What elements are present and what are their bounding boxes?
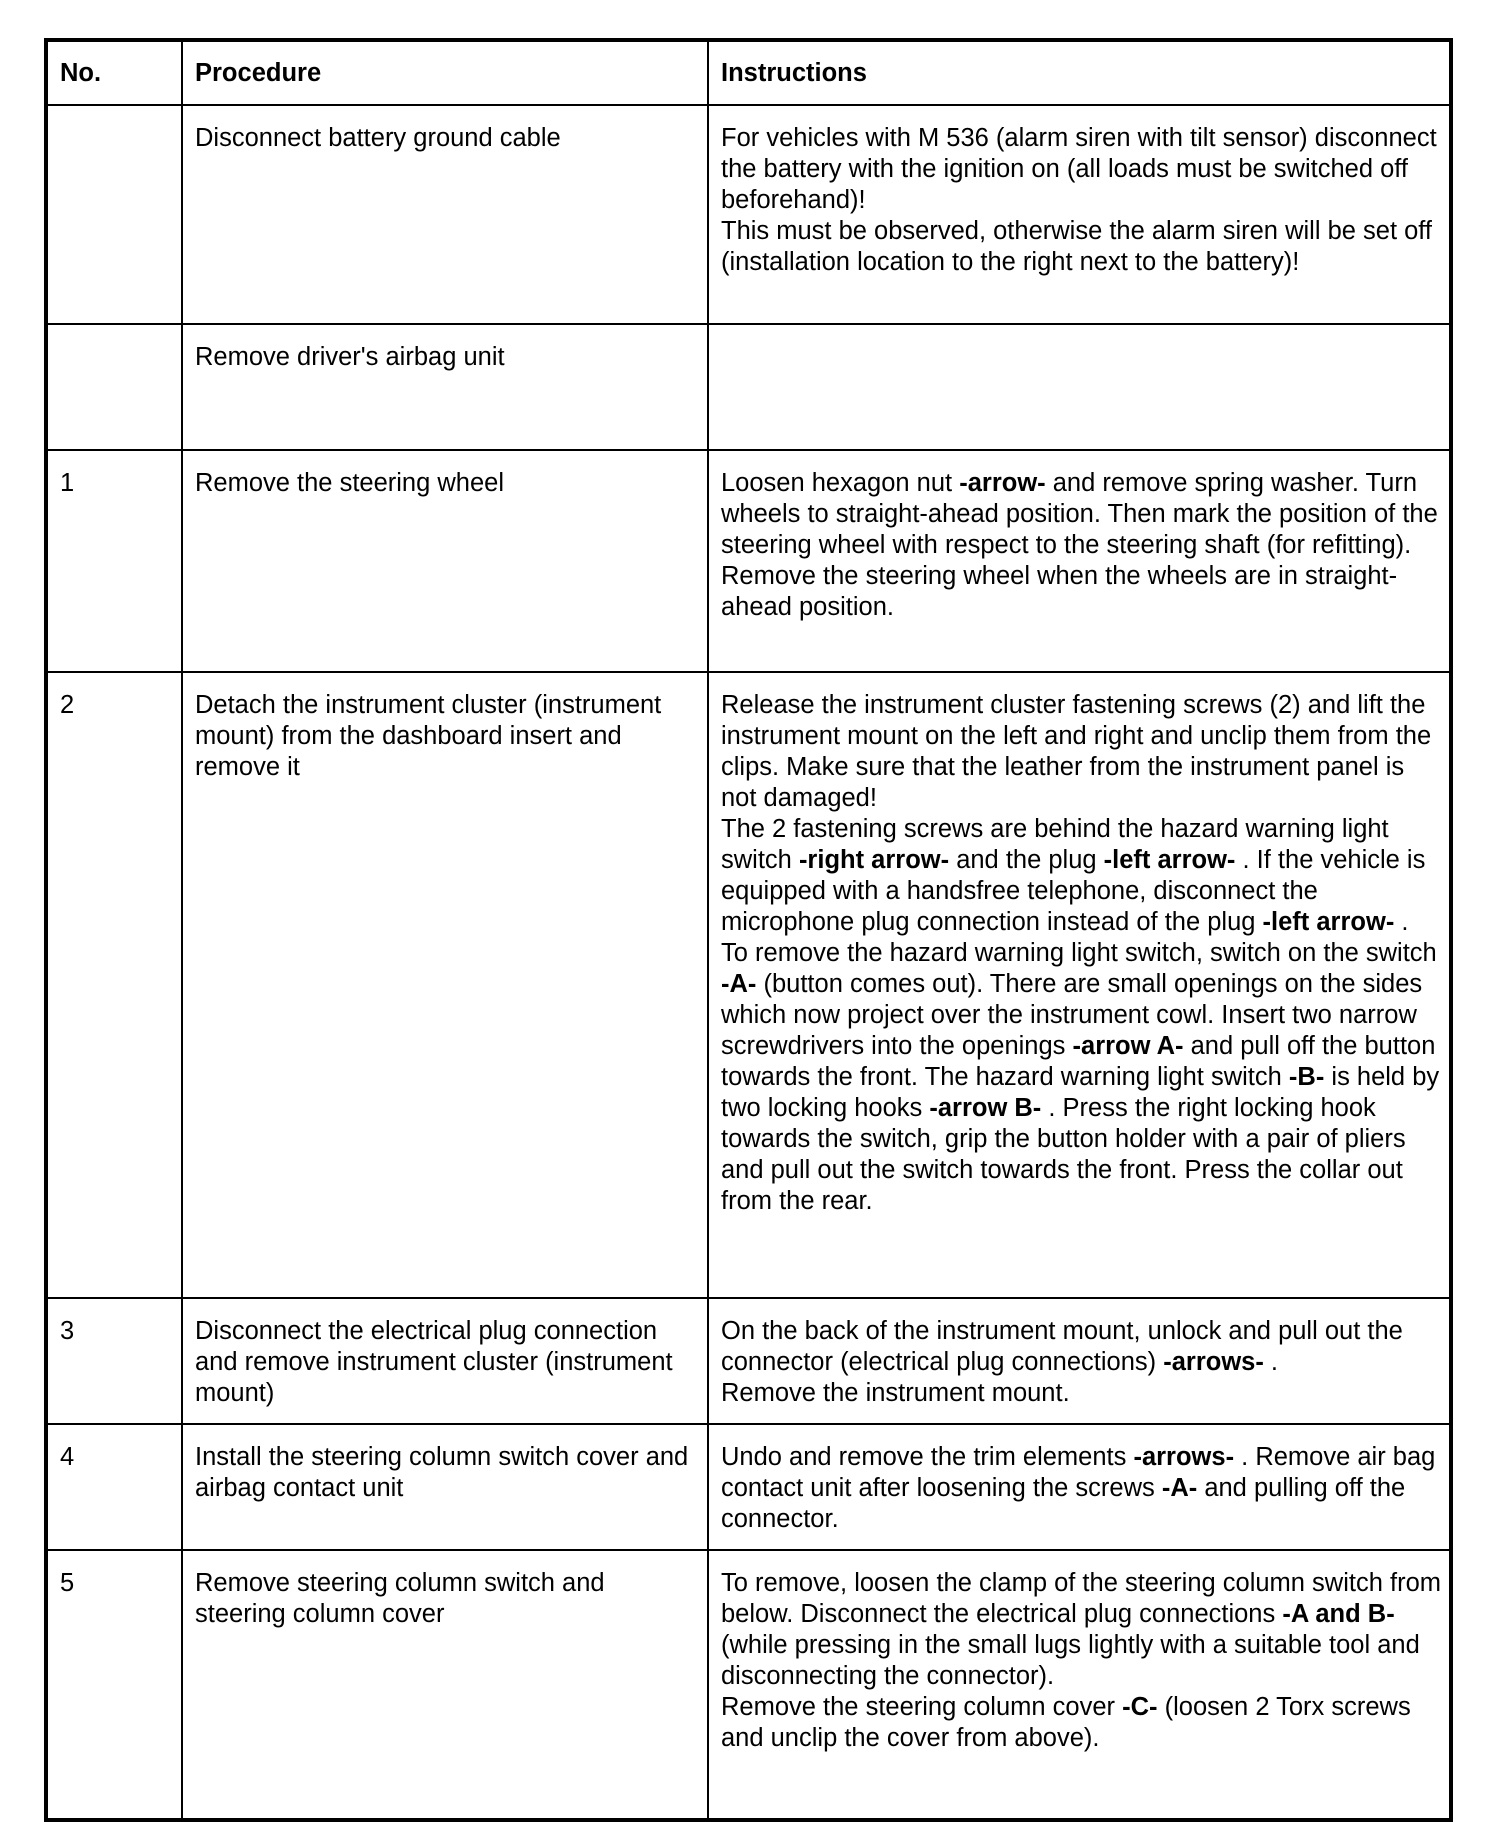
instructions-cell: [708, 105, 1451, 324]
step-number: [46, 105, 182, 324]
instructions-cell: [708, 324, 1451, 450]
step-number: 1: [46, 450, 182, 672]
instructions-cell: [708, 1550, 1451, 1820]
instructions-cell: [708, 450, 1451, 672]
bold-marker: -arrows-: [1133, 1443, 1235, 1471]
instructions-cell: [708, 672, 1451, 1298]
procedure-text: Disconnect the electrical plug connection and remove instrument cluster (instrument mount): [182, 1298, 708, 1424]
instruction-paragraph: On the back of the instrument mount, unlock and pull out the connector (electrical plug connections) -arrows- .: [721, 1317, 1403, 1376]
instruction-paragraph: Remove the instrument mount.: [721, 1379, 1070, 1407]
table-row: [46, 1424, 1451, 1550]
table-row: [46, 105, 1451, 324]
table-header-row: [46, 40, 1451, 105]
instruction-paragraph: The 2 fastening screws are behind the hazard warning light switch -right arrow- and the plug -left arrow- . If the vehicle is equipped with a handsfree telephone, disconnect the microphone plug connection instead of the plug -left arrow- .: [721, 815, 1426, 936]
procedure-text: Remove steering column switch and steering column cover: [182, 1550, 708, 1820]
bold-marker: -arrow B-: [929, 1094, 1042, 1122]
table-row: [46, 324, 1451, 450]
instruction-paragraph: Loosen hexagon nut -arrow- and remove spring washer. Turn wheels to straight-ahead position. Then mark the position of the steering wheel with respect to the steering shaft (for refitting).: [721, 469, 1438, 559]
bold-marker: -arrow-: [959, 469, 1046, 497]
bold-marker: -A-: [721, 970, 757, 998]
instruction-paragraph: For vehicles with M 536 (alarm siren with tilt sensor) disconnect the battery with the ignition on (all loads must be switched off beforehand)!: [721, 124, 1437, 214]
procedure-text: Detach the instrument cluster (instrument mount) from the dashboard insert and remove it: [182, 672, 708, 1298]
bold-marker: -arrow A-: [1072, 1032, 1184, 1060]
step-number: [46, 324, 182, 450]
instruction-paragraph: Release the instrument cluster fastening screws (2) and lift the instrument mount on the left and right and unclip them from the clips. Make sure that the leather from the instrument panel is not damaged!: [721, 691, 1432, 812]
instructions-cell: [708, 1298, 1451, 1424]
table-row: [46, 1550, 1451, 1820]
table-row: [46, 1298, 1451, 1424]
procedure-text: Disconnect battery ground cable: [182, 105, 708, 324]
bold-marker: -C-: [1122, 1693, 1158, 1721]
step-number: 3: [46, 1298, 182, 1424]
bold-marker: -left arrow-: [1103, 846, 1236, 874]
instruction-paragraph: To remove, loosen the clamp of the steering column switch from below. Disconnect the electrical plug connections -A and B- (while pressing in the small lugs lightly with a suitable tool and disconnecting the connector).: [721, 1569, 1441, 1690]
procedure-text: Install the steering column switch cover and airbag contact unit: [182, 1424, 708, 1550]
bold-marker: -right arrow-: [798, 846, 950, 874]
header-instructions: Instructions: [708, 40, 1451, 105]
bold-marker: -left arrow-: [1262, 908, 1395, 936]
header-no: No.: [46, 40, 182, 105]
instruction-paragraph: This must be observed, otherwise the alarm siren will be set off (installation location to the right next to the battery)!: [721, 217, 1433, 276]
instructions-cell: [708, 1424, 1451, 1550]
step-number: 2: [46, 672, 182, 1298]
bold-marker: -arrows-: [1163, 1348, 1264, 1376]
table-row: [46, 672, 1451, 1298]
bold-marker: -A-: [1161, 1474, 1198, 1502]
instruction-paragraph: Remove the steering wheel when the wheels are in straight-ahead position.: [721, 562, 1398, 621]
header-procedure: Procedure: [182, 40, 708, 105]
bold-marker: -A and B-: [1282, 1600, 1395, 1628]
step-number: 5: [46, 1550, 182, 1820]
instruction-paragraph: To remove the hazard warning light switch, switch on the switch -A- (button comes out). There are small openings on the sides which now project over the instrument cowl. Insert two narrow screwdrivers into the openings -arrow A- and pull off the button towards the front. The hazard warning light switch -B- is held by two locking hooks -arrow B- . Press the right locking hook towards the switch, grip the button holder with a pair of pliers and pull out the switch towards the front. Press the collar out from the rear.: [721, 939, 1440, 1215]
procedure-table: [44, 38, 1453, 1822]
instruction-paragraph: Undo and remove the trim elements -arrows- . Remove air bag contact unit after loosening the screws -A- and pulling off the connector.: [721, 1443, 1436, 1533]
step-number: 4: [46, 1424, 182, 1550]
table-row: [46, 450, 1451, 672]
procedure-text: Remove the steering wheel: [182, 450, 708, 672]
instruction-paragraph: Remove the steering column cover -C- (loosen 2 Torx screws and unclip the cover from above).: [721, 1693, 1411, 1752]
procedure-text: Remove driver's airbag unit: [182, 324, 708, 450]
bold-marker: -B-: [1288, 1063, 1325, 1091]
